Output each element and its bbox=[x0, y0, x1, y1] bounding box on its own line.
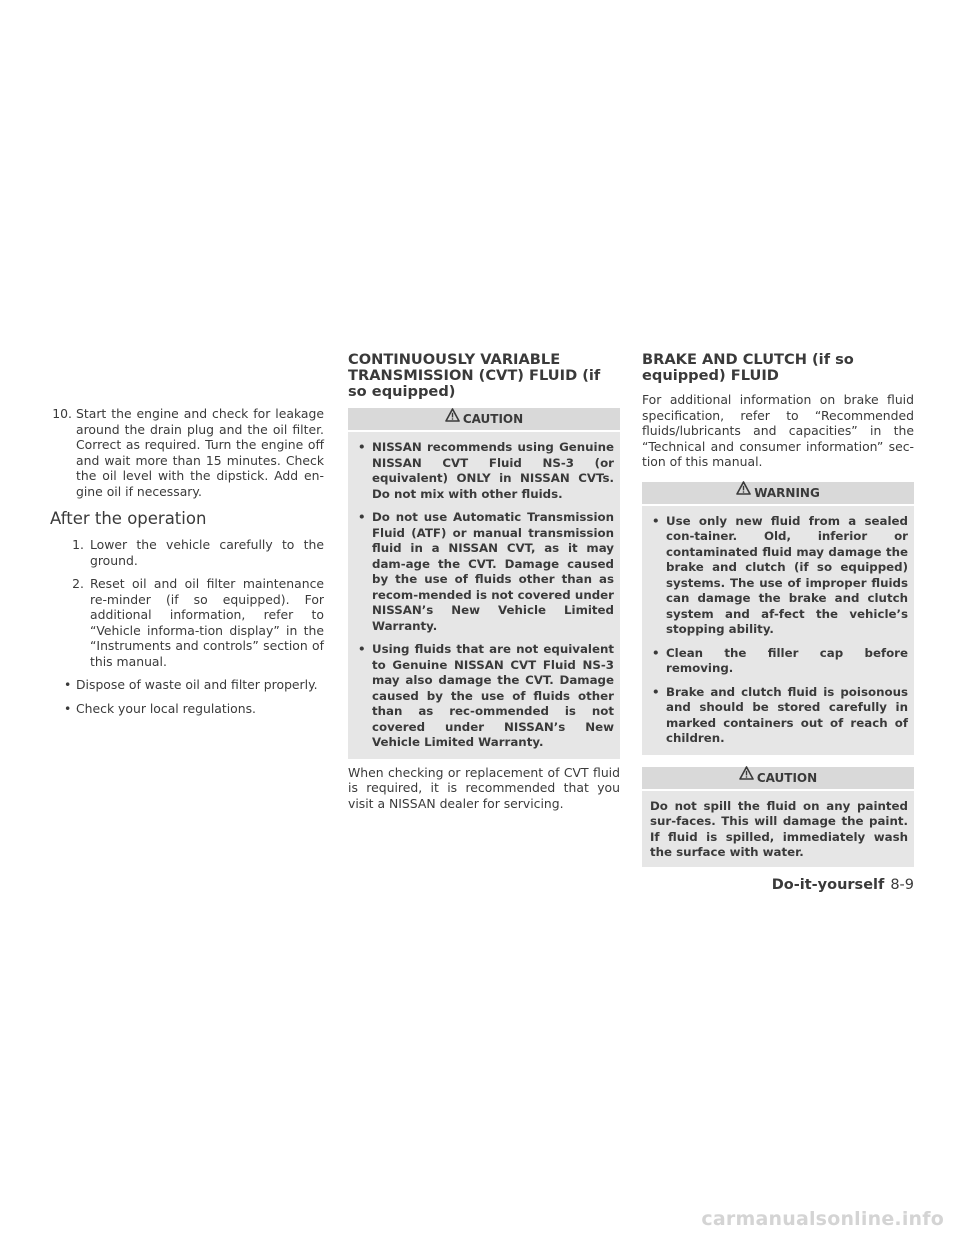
bullet-text: Check your local regulations. bbox=[76, 700, 256, 716]
warning-triangle-icon bbox=[739, 765, 754, 787]
bullet-text: Use only new fluid from a sealed con-tainer. Old, inferior or contaminated fluid may damage the brake and clutch (if so equipped) systems. The use of improper fluids can damage the brake and clutch system and af-fect the vehicle’s stopping ability. bbox=[666, 513, 908, 636]
step-number: 2. bbox=[72, 576, 84, 591]
caution-header bbox=[348, 408, 620, 432]
step-text: Start the engine and check for leakage around the drain plug and the oil filter. Correct as required. Turn the engine off and wait more than 15 minutes. Check the oil level with the dipstick. Add en-gine oil if necessary. bbox=[76, 406, 324, 499]
bullet-text: Using fluids that are not equivalent to Genuine NISSAN CVT Fluid NS-3 may also damage the CVT. Damage caused by the use of fluids other than as rec-ommended is not covered under NISSAN’s New Vehicle Limited Warranty. bbox=[372, 642, 614, 749]
page-number: 8-9 bbox=[890, 877, 914, 893]
bullet-icon: • bbox=[652, 684, 660, 699]
cvt-service-note: When checking or replacement of CVT fluid is required, it is recommended that you visit a NISSAN dealer for servicing. bbox=[348, 764, 620, 811]
warning-body bbox=[642, 506, 914, 755]
section-name: Do-it-yourself bbox=[771, 877, 885, 893]
bullet-icon: • bbox=[358, 510, 366, 524]
bullet-icon: • bbox=[64, 700, 72, 716]
caution-body bbox=[348, 432, 620, 759]
caution-body bbox=[642, 791, 914, 867]
bullet-icon: • bbox=[358, 440, 366, 454]
after-operation-heading: After the operation bbox=[50, 509, 207, 528]
caution-text: Do not spill the fluid on any painted sur-faces. This will damage the paint. If fluid is spilled, immediately wash the surface with water. bbox=[650, 798, 908, 859]
list-item bbox=[650, 646, 908, 677]
bullet-icon: • bbox=[358, 642, 366, 656]
watermark: carmanualsonline.info bbox=[701, 1208, 944, 1230]
middle-column bbox=[348, 352, 620, 811]
caution-box bbox=[348, 408, 620, 759]
list-item bbox=[50, 576, 324, 669]
caution-title: CAUTION bbox=[462, 412, 524, 426]
warning-triangle-icon bbox=[445, 407, 460, 429]
caution-title: CAUTION bbox=[756, 770, 818, 785]
after-operation-steps bbox=[50, 537, 324, 669]
bullet-icon: • bbox=[652, 645, 660, 660]
bullet-text: Clean the filler cap before removing. bbox=[666, 645, 908, 675]
list-item bbox=[50, 677, 324, 693]
caution-header bbox=[642, 767, 914, 791]
brake-fluid-heading: BRAKE AND CLUTCH (if so equipped) FLUID bbox=[642, 351, 854, 384]
right-column bbox=[642, 352, 914, 873]
page-footer bbox=[772, 878, 914, 894]
list-item bbox=[356, 642, 614, 751]
step-text: Reset oil and oil filter maintenance re-minder (if so equipped). For additional information, refer to “Vehicle informa-tion display” in the “Instruments and controls” section of this manual. bbox=[90, 576, 324, 669]
bullet-icon: • bbox=[652, 513, 660, 528]
warning-box bbox=[642, 482, 914, 755]
bullet-text: Do not use Automatic Transmission Fluid (ATF) or manual transmission fluid in a NISSAN CVT, as it may dam-age the CVT. Damage caused by the use of fluids other than as recom-mended is not covered under NISSAN’s New Vehicle Limited Warranty. bbox=[372, 510, 614, 633]
bullet-text: NISSAN recommends using Genuine NISSAN CVT Fluid NS-3 (or equivalent) ONLY in NISSAN CVTs. Do not mix with other fluids. bbox=[372, 440, 614, 501]
caution-box bbox=[642, 767, 914, 867]
warning-title: WARNING bbox=[754, 485, 820, 500]
step-number: 1. bbox=[72, 537, 84, 552]
bullet-text: Dispose of waste oil and filter properly. bbox=[76, 677, 318, 692]
warning-header bbox=[642, 482, 914, 506]
bullet-text: Brake and clutch fluid is poisonous and should be stored carefully in marked containers out of reach of children. bbox=[666, 684, 908, 745]
list-item bbox=[356, 510, 614, 634]
list-item bbox=[650, 685, 908, 747]
brake-fluid-intro: For additional information on brake fluid specification, refer to “Recommended fluids/lubricants and capacities” in the “Technical and consumer information” sec-tion of this manual. bbox=[642, 392, 914, 469]
cvt-fluid-heading: CONTINUOUSLY VARIABLE TRANSMISSION (CVT) FLUID (if so equipped) bbox=[348, 351, 601, 400]
step-text: Lower the vehicle carefully to the ground. bbox=[90, 537, 324, 568]
warning-triangle-icon bbox=[736, 480, 751, 502]
step-number: 10. bbox=[52, 406, 72, 421]
list-item bbox=[50, 537, 324, 568]
left-column bbox=[50, 406, 324, 724]
bullet-icon: • bbox=[64, 677, 72, 692]
list-item bbox=[650, 514, 908, 638]
list-item bbox=[50, 701, 324, 717]
list-item bbox=[356, 440, 614, 502]
step-10 bbox=[50, 406, 324, 499]
